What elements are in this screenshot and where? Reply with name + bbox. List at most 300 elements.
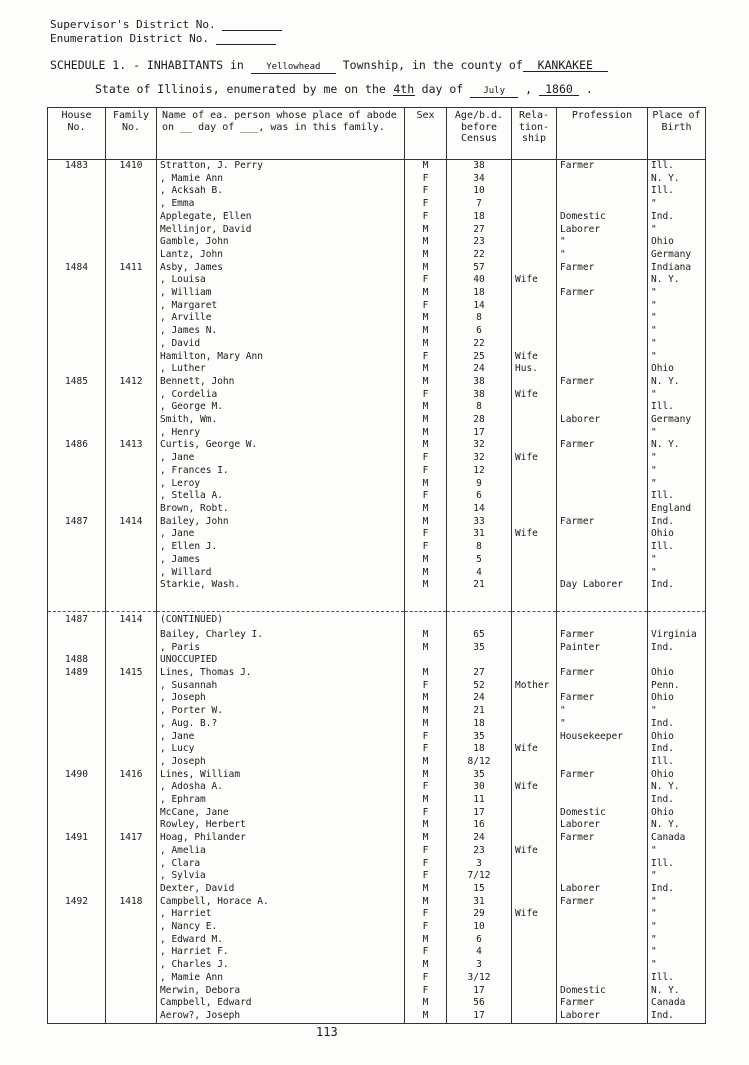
name-cell: , Luther (157, 363, 405, 376)
family-cell (106, 490, 157, 503)
age-cell: 35 (447, 642, 512, 655)
profession-cell (557, 845, 648, 858)
family-cell: 1414 (106, 612, 157, 629)
name-cell: Smith, Wm. (157, 414, 405, 427)
name-cell: , Harriet F. (157, 946, 405, 959)
family-no-header: Family No. (106, 108, 157, 160)
supervisor-district-line (50, 18, 282, 31)
table-row (48, 160, 706, 173)
relationship-cell (512, 236, 557, 249)
family-cell (106, 959, 157, 972)
table-row (48, 883, 706, 896)
birthplace-cell: " (648, 921, 706, 934)
relationship-cell: Wife (512, 781, 557, 794)
blank-cell (405, 592, 447, 612)
family-cell: 1413 (106, 439, 157, 452)
name-cell: , Edward M. (157, 934, 405, 947)
relationship-cell (512, 325, 557, 338)
profession-cell: " (557, 236, 648, 249)
state-line (95, 82, 593, 98)
birthplace-cell: Ill. (648, 972, 706, 985)
family-cell (106, 363, 157, 376)
relationship-cell (512, 718, 557, 731)
profession-cell (557, 743, 648, 756)
name-cell: , Lucy (157, 743, 405, 756)
birthplace-cell: Ind. (648, 211, 706, 224)
birthplace-cell: " (648, 896, 706, 909)
name-cell: Gamble, John (157, 236, 405, 249)
profession-cell: Housekeeper (557, 731, 648, 744)
sex-cell: M (405, 667, 447, 680)
relationship-cell (512, 211, 557, 224)
birthplace-cell: Ohio (648, 731, 706, 744)
name-cell: , Aug. B.? (157, 718, 405, 731)
family-cell (106, 997, 157, 1010)
profession-cell: Domestic (557, 985, 648, 998)
family-cell (106, 680, 157, 693)
house-cell (48, 249, 106, 262)
name-cell: , Margaret (157, 300, 405, 313)
age-cell: 32 (447, 439, 512, 452)
birthplace-cell: N. Y. (648, 439, 706, 452)
family-cell: 1414 (106, 516, 157, 529)
profession-cell: Day Laborer (557, 579, 648, 592)
table-row (48, 516, 706, 529)
family-cell (106, 401, 157, 414)
table-row (48, 528, 706, 541)
birthplace-cell: " (648, 198, 706, 211)
family-cell (106, 236, 157, 249)
family-cell (106, 807, 157, 820)
age-cell: 38 (447, 376, 512, 389)
name-cell: , Henry (157, 427, 405, 440)
relationship-cell (512, 541, 557, 554)
name-header: Name of ea. person whose place of abode on __ day of ___, was in this family. (157, 108, 405, 160)
table-row (48, 959, 706, 972)
age-cell: 14 (447, 503, 512, 516)
age-cell: 24 (447, 832, 512, 845)
relationship-cell (512, 490, 557, 503)
table-row (48, 236, 706, 249)
relationship-cell (512, 794, 557, 807)
name-cell: Lines, William (157, 769, 405, 782)
relationship-cell (512, 654, 557, 667)
table-row (48, 870, 706, 883)
family-cell (106, 249, 157, 262)
relationship-cell (512, 705, 557, 718)
table-row (48, 718, 706, 731)
sex-cell: F (405, 743, 447, 756)
name-cell: , Mamie Ann (157, 972, 405, 985)
name-cell: , Nancy E. (157, 921, 405, 934)
name-cell: Curtis, George W. (157, 439, 405, 452)
sex-cell: F (405, 274, 447, 287)
name-cell: , Mamie Ann (157, 173, 405, 186)
family-cell (106, 312, 157, 325)
family-cell (106, 185, 157, 198)
profession-cell: " (557, 718, 648, 731)
birthplace-cell: Canada (648, 997, 706, 1010)
sex-cell: F (405, 921, 447, 934)
birthplace-cell: Virginia (648, 629, 706, 642)
profession-cell (557, 325, 648, 338)
profession-cell: Laborer (557, 224, 648, 237)
age-cell: 27 (447, 667, 512, 680)
page-break-row (48, 592, 706, 612)
house-cell (48, 972, 106, 985)
house-cell (48, 845, 106, 858)
birthplace-cell: " (648, 554, 706, 567)
relationship-cell (512, 300, 557, 313)
age-cell: 15 (447, 883, 512, 896)
birthplace-cell: " (648, 338, 706, 351)
age-cell (447, 654, 512, 667)
age-cell: 17 (447, 1010, 512, 1023)
table-row (48, 934, 706, 947)
profession-cell: Domestic (557, 211, 648, 224)
profession-cell: Farmer (557, 376, 648, 389)
table-row (48, 629, 706, 642)
birthplace-cell: " (648, 389, 706, 402)
sex-cell: M (405, 363, 447, 376)
age-header: Age/b.d. before Census (447, 108, 512, 160)
family-cell (106, 985, 157, 998)
sex-cell: F (405, 300, 447, 313)
table-row (48, 921, 706, 934)
age-cell: 17 (447, 427, 512, 440)
sex-cell: M (405, 629, 447, 642)
birthplace-cell: " (648, 224, 706, 237)
age-cell: 7/12 (447, 870, 512, 883)
birthplace-cell: Indiana (648, 262, 706, 275)
relationship-cell (512, 807, 557, 820)
age-cell: 7 (447, 198, 512, 211)
house-cell (48, 705, 106, 718)
name-cell: Dexter, David (157, 883, 405, 896)
name-cell: , Acksah B. (157, 185, 405, 198)
profession-cell: Painter (557, 642, 648, 655)
sex-cell: M (405, 997, 447, 1010)
house-cell (48, 211, 106, 224)
family-cell (106, 198, 157, 211)
relationship-cell (512, 173, 557, 186)
sex-cell: M (405, 567, 447, 580)
house-cell (48, 642, 106, 655)
relationship-cell (512, 439, 557, 452)
age-cell: 33 (447, 516, 512, 529)
profession-cell (557, 338, 648, 351)
house-cell (48, 389, 106, 402)
house-cell (48, 312, 106, 325)
relationship-cell (512, 756, 557, 769)
family-cell (106, 414, 157, 427)
name-cell: , Susannah (157, 680, 405, 693)
sex-cell: M (405, 756, 447, 769)
house-cell: 1483 (48, 160, 106, 173)
table-row (48, 858, 706, 871)
birthplace-cell: " (648, 300, 706, 313)
birthplace-cell: " (648, 287, 706, 300)
name-cell: , Cordelia (157, 389, 405, 402)
age-cell: 23 (447, 845, 512, 858)
birthplace-cell: " (648, 845, 706, 858)
house-cell (48, 985, 106, 998)
table-row (48, 642, 706, 655)
house-cell: 1489 (48, 667, 106, 680)
table-row (48, 465, 706, 478)
age-cell: 38 (447, 389, 512, 402)
age-cell: 21 (447, 705, 512, 718)
house-cell (48, 680, 106, 693)
name-cell: Campbell, Horace A. (157, 896, 405, 909)
age-cell: 6 (447, 325, 512, 338)
sex-cell: F (405, 845, 447, 858)
age-cell: 21 (447, 579, 512, 592)
house-cell (48, 997, 106, 1010)
name-cell: , Paris (157, 642, 405, 655)
house-cell (48, 1010, 106, 1023)
relationship-cell (512, 198, 557, 211)
county-value: KANKAKEE (523, 60, 608, 72)
table-row (48, 312, 706, 325)
relationship-cell (512, 946, 557, 959)
sex-cell: M (405, 503, 447, 516)
profession-cell (557, 654, 648, 667)
table-row (48, 338, 706, 351)
family-cell (106, 567, 157, 580)
name-cell: , Sylvia (157, 870, 405, 883)
relationship-cell (512, 503, 557, 516)
house-cell (48, 781, 106, 794)
sex-cell: M (405, 769, 447, 782)
birthplace-cell: " (648, 312, 706, 325)
sex-cell: M (405, 312, 447, 325)
birthplace-cell (648, 612, 706, 629)
house-cell (48, 274, 106, 287)
year-separator: , (525, 82, 533, 96)
relationship-cell (512, 249, 557, 262)
name-cell: , Louisa (157, 274, 405, 287)
family-cell (106, 946, 157, 959)
house-cell (48, 478, 106, 491)
table-row (48, 173, 706, 186)
family-cell (106, 351, 157, 364)
schedule-mid: Township, in the county of (342, 58, 523, 72)
header-row (48, 108, 706, 160)
sex-cell: M (405, 427, 447, 440)
name-cell: , Joseph (157, 756, 405, 769)
relationship-cell: Wife (512, 351, 557, 364)
name-cell: , Willard (157, 567, 405, 580)
profession-cell (557, 173, 648, 186)
house-cell (48, 325, 106, 338)
name-cell: Merwin, Debora (157, 985, 405, 998)
house-cell: 1491 (48, 832, 106, 845)
family-cell (106, 845, 157, 858)
house-cell (48, 236, 106, 249)
relationship-cell (512, 160, 557, 173)
table-row (48, 692, 706, 705)
profession-cell (557, 300, 648, 313)
profession-cell: Laborer (557, 819, 648, 832)
sex-cell: M (405, 249, 447, 262)
age-cell: 25 (447, 351, 512, 364)
sex-cell: M (405, 832, 447, 845)
birthplace-cell: Ohio (648, 692, 706, 705)
house-cell (48, 490, 106, 503)
house-cell: 1487 (48, 516, 106, 529)
profession-cell (557, 959, 648, 972)
blank-cell (512, 592, 557, 612)
birthplace-cell: Ohio (648, 236, 706, 249)
supervisor-district-label: Supervisor's District No. (50, 18, 216, 31)
profession-cell (557, 554, 648, 567)
birthplace-cell: " (648, 351, 706, 364)
age-cell: 6 (447, 490, 512, 503)
table-row (48, 224, 706, 237)
table-row (48, 743, 706, 756)
sex-cell: F (405, 541, 447, 554)
age-cell: 29 (447, 908, 512, 921)
name-cell: , Porter W. (157, 705, 405, 718)
sex-cell: M (405, 642, 447, 655)
name-cell: Applegate, Ellen (157, 211, 405, 224)
month-value: July (470, 86, 518, 98)
birthplace-cell: Ind. (648, 579, 706, 592)
name-cell: , Harriet (157, 908, 405, 921)
table-row (48, 781, 706, 794)
relationship-cell (512, 629, 557, 642)
birthplace-cell: N. Y. (648, 376, 706, 389)
name-cell: , James (157, 554, 405, 567)
relationship-cell (512, 554, 557, 567)
table-row (48, 612, 706, 629)
family-cell (106, 870, 157, 883)
family-cell (106, 338, 157, 351)
table-row (48, 439, 706, 452)
table-row (48, 503, 706, 516)
sex-cell: M (405, 554, 447, 567)
relationship-cell (512, 667, 557, 680)
profession-cell (557, 389, 648, 402)
profession-cell: Farmer (557, 769, 648, 782)
schedule-prefix: SCHEDULE 1. - INHABITANTS in (50, 58, 244, 72)
age-cell: 18 (447, 718, 512, 731)
family-cell (106, 300, 157, 313)
relationship-cell (512, 401, 557, 414)
family-cell (106, 642, 157, 655)
relationship-header: Rela- tion- ship (512, 108, 557, 160)
sex-cell: F (405, 985, 447, 998)
age-cell: 22 (447, 338, 512, 351)
age-cell: 35 (447, 731, 512, 744)
age-cell: 16 (447, 819, 512, 832)
family-cell (106, 908, 157, 921)
family-cell (106, 1010, 157, 1023)
profession-cell (557, 908, 648, 921)
profession-cell (557, 452, 648, 465)
sex-cell: M (405, 376, 447, 389)
relationship-cell: Wife (512, 528, 557, 541)
birthplace-cell: Ind. (648, 883, 706, 896)
blank-cell (447, 592, 512, 612)
relationship-cell (512, 478, 557, 491)
house-cell (48, 338, 106, 351)
table-row (48, 490, 706, 503)
table-row (48, 667, 706, 680)
schedule-line (50, 58, 608, 74)
age-cell: 32 (447, 452, 512, 465)
house-cell: 1486 (48, 439, 106, 452)
family-cell (106, 781, 157, 794)
house-cell (48, 756, 106, 769)
birthplace-cell: N. Y. (648, 985, 706, 998)
family-cell (106, 287, 157, 300)
birthplace-cell: Ind. (648, 516, 706, 529)
birthplace-cell: Canada (648, 832, 706, 845)
name-cell: , Joseph (157, 692, 405, 705)
family-cell (106, 718, 157, 731)
age-cell: 3 (447, 959, 512, 972)
sex-cell: M (405, 705, 447, 718)
table-row (48, 794, 706, 807)
age-cell: 22 (447, 249, 512, 262)
age-cell: 27 (447, 224, 512, 237)
profession-cell: Farmer (557, 896, 648, 909)
profession-cell (557, 185, 648, 198)
blank-cell (648, 592, 706, 612)
year-value: 1860 (539, 84, 579, 96)
sex-cell: F (405, 908, 447, 921)
family-cell (106, 819, 157, 832)
house-cell: 1484 (48, 262, 106, 275)
supervisor-district-blank (222, 19, 282, 31)
age-cell: 4 (447, 946, 512, 959)
relationship-cell (512, 414, 557, 427)
house-cell: 1487 (48, 612, 106, 629)
relationship-cell (512, 224, 557, 237)
table-row (48, 819, 706, 832)
birthplace-cell (648, 654, 706, 667)
house-cell (48, 554, 106, 567)
sex-cell: F (405, 731, 447, 744)
house-cell: 1490 (48, 769, 106, 782)
blank-cell (157, 592, 405, 612)
profession-cell (557, 756, 648, 769)
name-cell: Stratton, J. Perry (157, 160, 405, 173)
table-row (48, 541, 706, 554)
profession-cell: Farmer (557, 667, 648, 680)
family-cell (106, 756, 157, 769)
name-cell: , Ephram (157, 794, 405, 807)
sex-cell: F (405, 351, 447, 364)
profession-cell (557, 567, 648, 580)
sex-cell (405, 654, 447, 667)
birthplace-header: Place of Birth (648, 108, 706, 160)
sex-cell: M (405, 579, 447, 592)
relationship-cell (512, 642, 557, 655)
relationship-cell (512, 692, 557, 705)
profession-cell (557, 351, 648, 364)
table-row (48, 198, 706, 211)
house-cell (48, 503, 106, 516)
table-row (48, 274, 706, 287)
table-row (48, 554, 706, 567)
sex-cell: M (405, 794, 447, 807)
relationship-cell: Wife (512, 845, 557, 858)
age-cell: 23 (447, 236, 512, 249)
name-cell: Starkie, Wash. (157, 579, 405, 592)
